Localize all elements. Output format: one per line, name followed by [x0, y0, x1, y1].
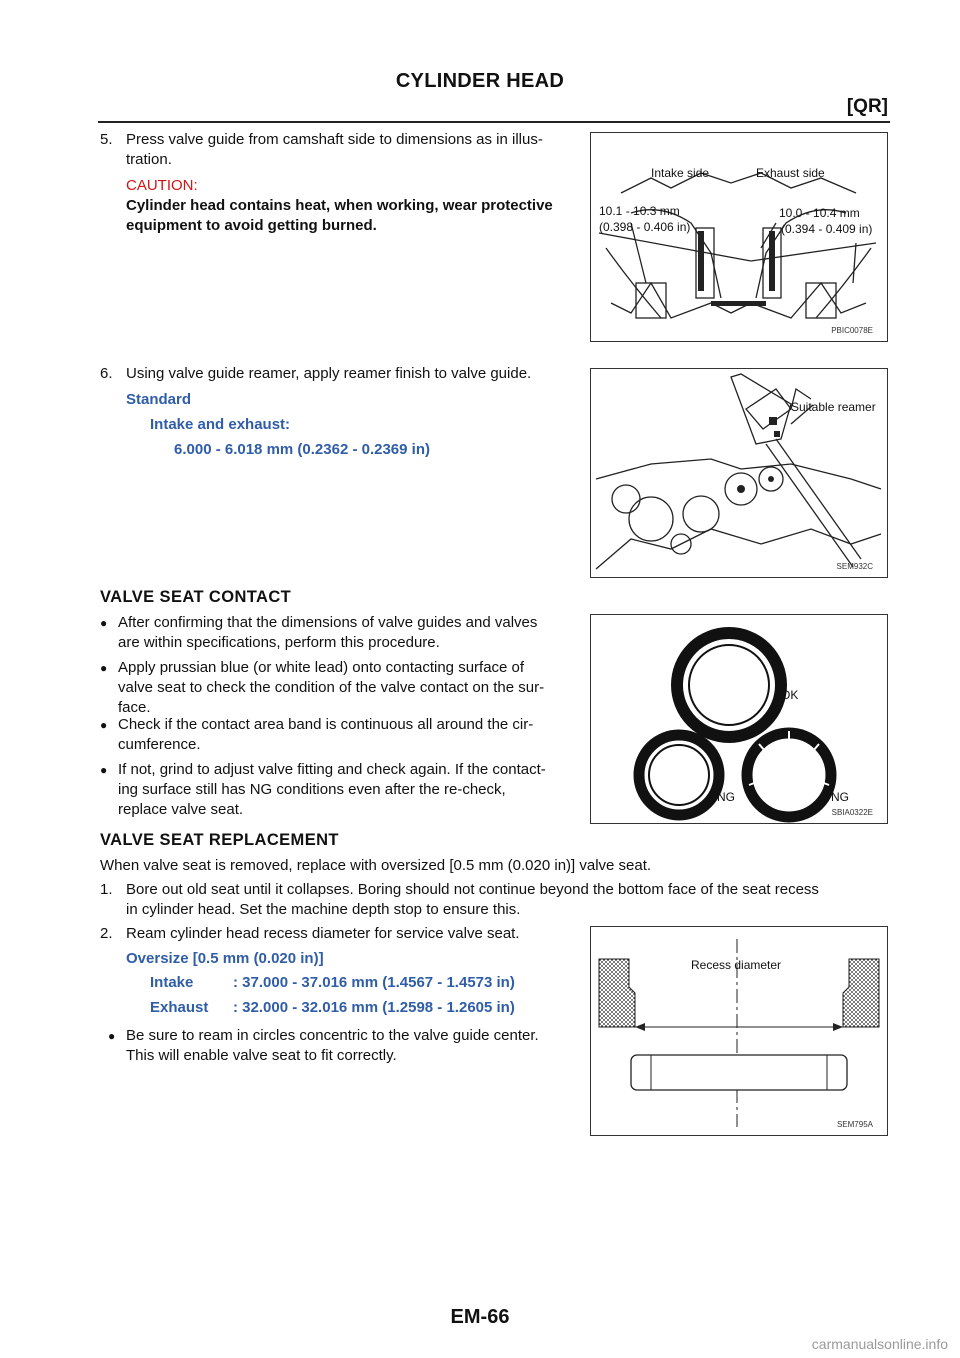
watermark: carmanualsonline.info [811, 1336, 948, 1352]
standard-label: Standard [126, 391, 192, 408]
bullet-text: face. [118, 699, 151, 716]
page-title: CYLINDER HEAD [395, 70, 565, 92]
caution-label: CAUTION: [126, 177, 198, 194]
recess-diameter-illustration [591, 927, 887, 1135]
step-6 [100, 364, 578, 384]
bullet-text: are within specifications, perform this procedure. [118, 634, 440, 651]
list-item [108, 1026, 580, 1066]
intake-value: : 37.000 - 37.016 mm (1.4567 - 1.4573 in) [233, 974, 515, 991]
caution-line-2: equipment to avoid getting burned. [126, 217, 377, 234]
step-5-number: 5. [100, 131, 113, 148]
bullet-text: If not, grind to adjust valve fitting and check again. If the contact- [118, 761, 546, 778]
ng-label-1: NG [717, 790, 735, 804]
list-item [100, 760, 578, 820]
bullet-text: Check if the contact area band is continuous all around the cir- [118, 716, 534, 733]
figure-valve-guide-dimensions [590, 132, 888, 342]
bullet-text: This will enable valve seat to fit correctly. [126, 1047, 397, 1064]
step-6-text: Using valve guide reamer, apply reamer finish to valve guide. [126, 365, 532, 382]
step-5 [100, 130, 578, 236]
guide-standard-value: 6.000 - 6.018 mm (0.2362 - 0.2369 in) [174, 441, 430, 458]
figure-id: SEM795A [836, 1120, 873, 1129]
step-1-text-1: Bore out old seat until it collapses. Boring should not continue beyond the bottom face of the seat recess [126, 881, 819, 898]
section-tag: [QR] [846, 96, 888, 117]
bullet-icon: ● [100, 616, 108, 630]
bullet-text: replace valve seat. [118, 801, 244, 818]
header-rule [98, 121, 890, 123]
step-5-text-2: tration. [126, 151, 172, 168]
bullet-text: After confirming that the dimensions of valve guides and valves [118, 614, 538, 631]
caution-line-1: Cylinder head contains heat, when working, wear protective [126, 197, 553, 214]
suitable-reamer-label: Suitable reamer [791, 400, 876, 414]
figure-recess-diameter [590, 926, 888, 1136]
bullet-icon: ● [100, 763, 108, 777]
replacement-step-1 [100, 880, 890, 920]
valve-guide-illustration [591, 133, 887, 341]
step-2-number: 2. [100, 925, 113, 942]
replacement-intro: When valve seat is removed, replace with oversized [0.5 mm (0.020 in)] valve seat. [100, 857, 652, 874]
bullet-text: cumference. [118, 736, 201, 753]
recess-diameter-label: Recess diameter [691, 958, 782, 972]
ok-label: OK [781, 688, 799, 702]
figure-reamer [590, 368, 888, 578]
step-1-text-2: in cylinder head. Set the machine depth stop to ensure this. [126, 901, 521, 918]
bullet-text: Apply prussian blue (or white lead) onto contacting surface of [118, 659, 525, 676]
exhaust-label: Exhaust [150, 999, 209, 1016]
figure-id: SBIA0322E [831, 808, 873, 817]
right-dimension-in: (0.394 - 0.409 in) [781, 222, 873, 236]
heading-valve-seat-contact: VALVE SEAT CONTACT [100, 588, 292, 606]
step-2-text: Ream cylinder head recess diameter for service valve seat. [126, 925, 520, 942]
step-6-number: 6. [100, 365, 113, 382]
bullet-icon: ● [100, 718, 108, 732]
page-number: EM-66 [450, 1306, 510, 1328]
list-item [100, 658, 578, 718]
step-5-text-1: Press valve guide from camshaft side to dimensions as in illus- [126, 131, 543, 148]
bullet-text: ing surface still has NG conditions even after the re-check, [118, 781, 506, 798]
intake-label: Intake [150, 974, 194, 991]
left-dimension-in: (0.398 - 0.406 in) [599, 220, 691, 234]
contact-pattern-illustration [591, 615, 887, 823]
left-dimension-mm: 10.1 - 10.3 mm [599, 204, 680, 218]
intake-side-label: Intake side [651, 166, 710, 180]
reamer-illustration [591, 369, 887, 577]
exhaust-value: : 32.000 - 32.016 mm (1.2598 - 1.2605 in) [233, 999, 515, 1016]
bullet-text: Be sure to ream in circles concentric to the valve guide center. [126, 1027, 539, 1044]
step-1-number: 1. [100, 881, 113, 898]
list-item [100, 613, 578, 653]
oversize-label: Oversize [0.5 mm (0.020 in)] [126, 950, 324, 967]
figure-id: SEM932C [836, 562, 873, 571]
bullet-icon: ● [108, 1029, 116, 1043]
ng-label-2: NG [831, 790, 849, 804]
bullet-icon: ● [100, 661, 108, 675]
right-dimension-mm: 10.0 - 10.4 mm [779, 206, 860, 220]
replacement-step-2 [100, 924, 578, 944]
intake-exhaust-label: Intake and exhaust: [150, 416, 291, 433]
figure-seat-contact-pattern [590, 614, 888, 824]
bullet-text: valve seat to check the condition of the valve contact on the sur- [118, 679, 545, 696]
list-item [100, 715, 578, 755]
figure-id: PBIC0078E [831, 326, 873, 335]
heading-valve-seat-replacement: VALVE SEAT REPLACEMENT [100, 831, 339, 849]
exhaust-side-label: Exhaust side [756, 166, 825, 180]
